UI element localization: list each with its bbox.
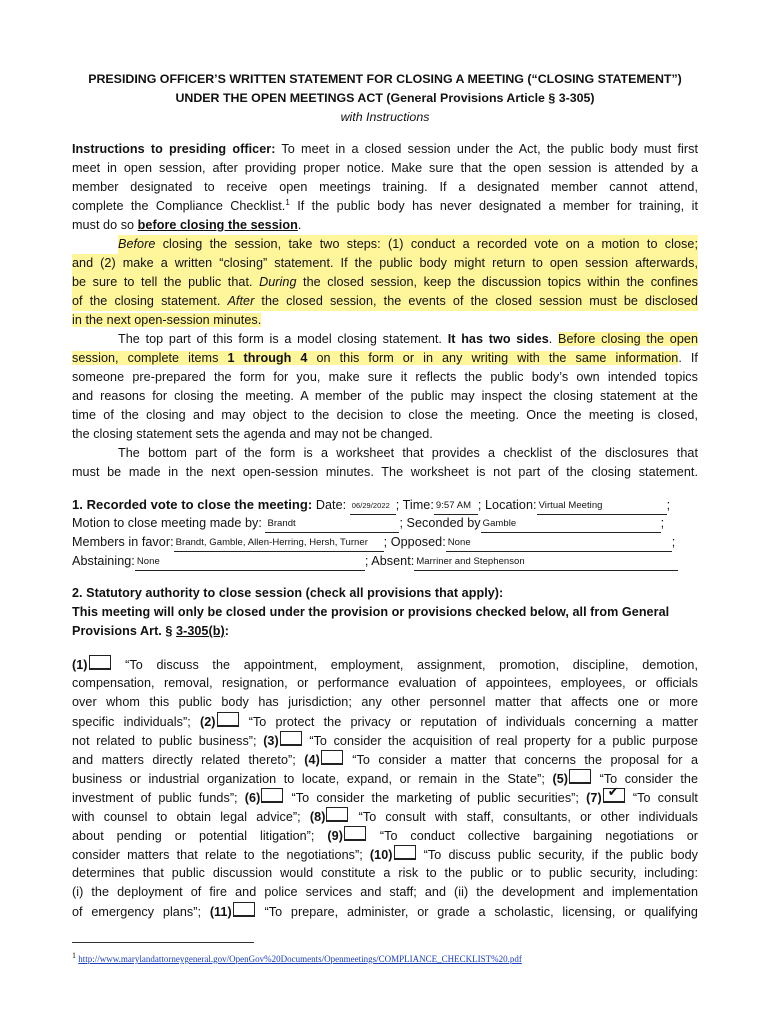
provision-1-checkbox[interactable] [89, 655, 111, 670]
location-field[interactable]: Virtual Meeting [537, 499, 667, 515]
section-2-subheading: This meeting will only be closed under the provision or provisions checked below, all from General [72, 605, 670, 619]
provision-line: consider matters that relate to the negotiations”; (10) “To discuss public security, if the public body [72, 845, 698, 864]
provision-7-checkbox[interactable] [603, 784, 625, 803]
section-2-heading: 2. Statutory authority to close session (check all provisions that apply): [72, 586, 504, 600]
provision-line: specific individuals”; (2) “To protect the privacy or reputation of individuals concerning a matter [72, 712, 698, 731]
provision-10-checkbox[interactable] [394, 845, 416, 860]
time-field[interactable]: 9:57 AM [434, 499, 478, 515]
provision-line: of emergency plans”; (11) “To prepare, administer, or grade a scholastic, licensing, or qualifying [72, 902, 698, 921]
provision-line: not related to public business”; (3) “To consider the acquisition of real property for a public purpose [72, 731, 698, 750]
section-1-line: Members in favor: Brandt, Gamble, Allen-Herring, Hersh, Turner ; Opposed: None ; [72, 533, 698, 552]
document-subtitle: with Instructions [340, 110, 430, 124]
seconded-by-field[interactable]: Gamble [481, 517, 661, 533]
date-field[interactable]: 06/29/2022 [350, 499, 396, 515]
provision-line: business or industrial organization to locate, expand, or remain in the State”; (5) “To consider the [72, 769, 698, 788]
instructions-line: someone pre-prepared the form for you, make sure it reflects the public body’s own intended topics [72, 370, 698, 384]
footnote: 1 http://www.marylandattorneygeneral.gov/OpenGov%20Documents/Openmeetings/COMPLIANCE_CHECKLIST%20.pdf [72, 951, 522, 964]
instructions-label: Instructions to presiding officer: [72, 142, 276, 156]
provision-line: (i) the deployment of fire and police services and staff; and (ii) the development and implementation [72, 885, 698, 899]
instructions-line: Instructions to presiding officer: To meet in a closed session under the Act, the public body must first [72, 142, 699, 156]
provision-line: about pending or potential litigation”; (9) “To conduct collective bargaining negotiations or [72, 826, 698, 845]
opposed-field[interactable]: None [446, 536, 672, 552]
provision-line: determines that public discussion would constitute a risk to the public or to public security, including: [72, 866, 698, 880]
provision-line: compensation, removal, resignation, or performance evaluation of appointees, employees, or officials [72, 676, 698, 690]
highlighted-line: in the next open-session minutes. [72, 313, 262, 327]
provision-line: (1) “To discuss the appointment, employment, assignment, promotion, discipline, demotion, [72, 655, 698, 674]
instructions-line: and reasons for closing the meeting. A member of the public may inspect the closing statement at the [72, 389, 698, 403]
provision-line: with counsel to obtain legal advice”; (8) “To consult with staff, consultants, or other individuals [72, 807, 698, 826]
instructions-line: must do so before closing the session. [72, 218, 302, 232]
absent-field[interactable]: Marriner and Stephenson [414, 555, 678, 571]
document-title-line-1: PRESIDING OFFICER’S WRITTEN STATEMENT FOR CLOSING A MEETING (“CLOSING STATEMENT”) [88, 72, 682, 86]
instructions-line: must be made in the next open-session minutes. The worksheet is not part of the closing statement. [72, 465, 698, 479]
members-in-favor-field[interactable]: Brandt, Gamble, Allen-Herring, Hersh, Turner [174, 536, 384, 552]
provision-line: investment of public funds”; (6) “To consider the marketing of public securities”; (7) ✔ “To consult [72, 784, 698, 805]
instructions-line: complete the Compliance Checklist.$^1$ If the public body has never designated a member for training, it [72, 197, 698, 213]
compliance-checklist-link[interactable]: http://www.marylandattorneygeneral.gov/OpenGov%20Documents/Openmeetings/COMPLIANCE_CHECKLIST%20.pdf [78, 954, 522, 964]
highlighted-line: and (2) make a written “closing” statement. If the public body might return to open session afterwards, [72, 254, 698, 273]
instructions-line: session, complete items 1 through 4 on this form or in any writing with the same information. If [72, 351, 698, 365]
highlighted-line: Before closing the session, take two steps: (1) conduct a recorded vote on a motion to close; [72, 235, 698, 254]
instructions-line: The top part of this form is a model closing statement. It has two sides. Before closing the open [118, 332, 698, 346]
checkmark-icon: ✔ [607, 784, 619, 799]
provision-8-checkbox[interactable] [326, 807, 348, 822]
abstaining-field[interactable]: None [135, 555, 365, 571]
highlighted-line: of the closing statement. After the closed session, the events of the closed session must be disclosed [72, 292, 698, 311]
provision-line: and matters directly related thereto”; (4) “To consider a matter that concerns the proposal for a [72, 750, 698, 769]
instructions-line: The bottom part of the form is a worksheet that provides a checklist of the disclosures that [118, 446, 698, 460]
provision-11-checkbox[interactable] [233, 902, 255, 917]
instructions-line: member designated to receive open meetings training. If a designated member cannot attend, [72, 180, 698, 194]
provision-9-checkbox[interactable] [344, 826, 366, 841]
highlighted-line: be sure to tell the public that. During the closed session, keep the discussion topics within the confines [72, 273, 698, 292]
section-1-line: 1. Recorded vote to close the meeting: Date: 06/29/2022 ; Time: 9:57 AM ; Location: Virtual Meeting ; [72, 495, 698, 514]
provision-5-checkbox[interactable] [569, 769, 591, 784]
instructions-line: time of the closing and may object to the decision to close the meeting. Once the meeting is closed, [72, 408, 698, 422]
provision-line: over whom this public body has jurisdiction; any other personnel matter that affects one or more [72, 695, 698, 709]
provision-3-checkbox[interactable] [280, 731, 302, 746]
provision-6-checkbox[interactable] [261, 788, 283, 803]
section-1-line: Motion to close meeting made by: Brandt ; Seconded by Gamble ; [72, 514, 698, 533]
section-1-line: Abstaining: None ; Absent: Marriner and Stephenson [72, 552, 698, 571]
document-title-line-2: UNDER THE OPEN MEETINGS ACT (General Provisions Article § 3-305) [175, 91, 595, 105]
section-2-subheading: Provisions Art. § 3-305(b): [72, 624, 229, 638]
footnote-divider [72, 942, 254, 943]
instructions-line: the closing statement sets the agenda and may not be changed. [72, 427, 433, 441]
instructions-line: meet in open session, after providing proper notice. Make sure that the open session is attended by a [72, 161, 698, 175]
footnote-ref: 1 [285, 197, 290, 207]
provision-2-checkbox[interactable] [217, 712, 239, 727]
provision-4-checkbox[interactable] [321, 750, 343, 765]
motion-by-field[interactable]: Brandt [265, 517, 399, 533]
section-1-heading: 1. Recorded vote to close the meeting: [72, 497, 313, 512]
